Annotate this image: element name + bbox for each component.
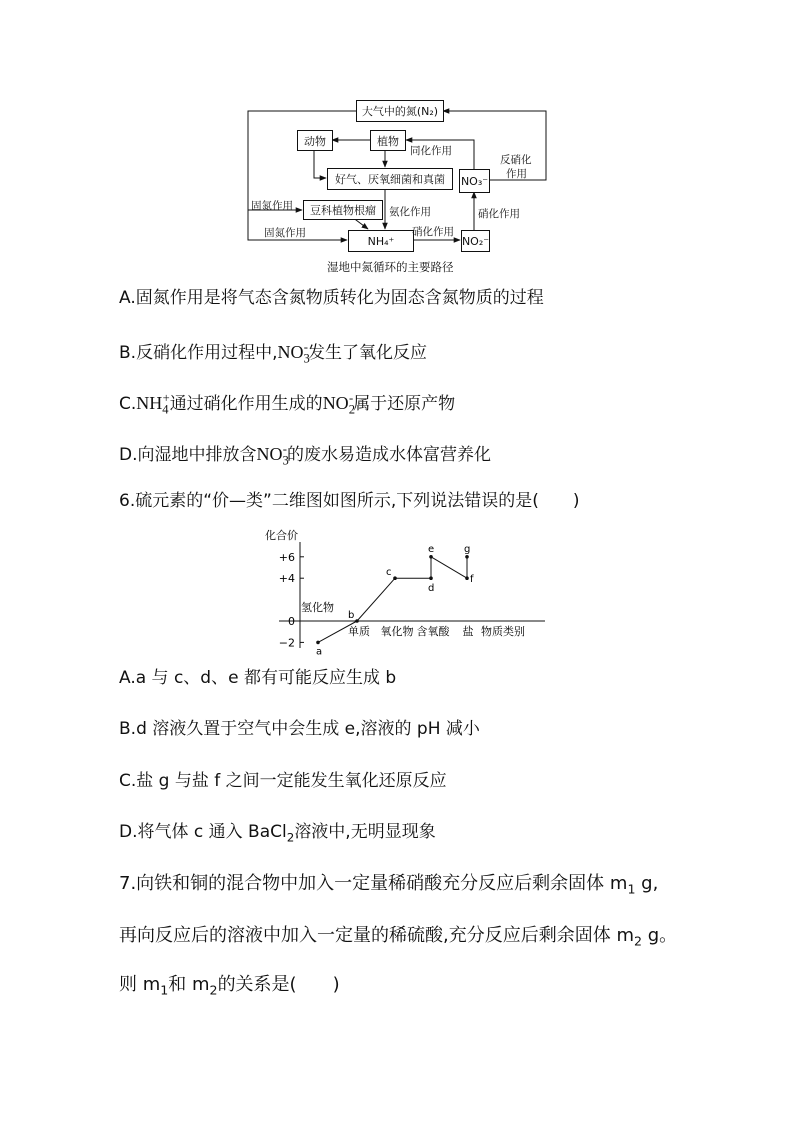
q7-line-1-pre: 7.向铁和铜的混合物中加入一定量稀硝酸充分反应后剩余固体 m bbox=[119, 873, 628, 894]
chart-point-label-c: c bbox=[386, 567, 392, 579]
q7-line-3-pre: 则 m bbox=[119, 974, 161, 995]
chart-point-c bbox=[393, 576, 397, 580]
figure-caption: 湿地中氮循环的主要路径 bbox=[327, 260, 454, 274]
label-nitrification-bottom: 硝化作用 bbox=[412, 226, 454, 238]
q7-line-3-post: 的关系是( ) bbox=[217, 974, 340, 995]
chart-y-tick-label: 0 bbox=[288, 615, 295, 628]
box-nitrite: NO₂⁻ bbox=[461, 230, 490, 252]
chart-segment-bc bbox=[357, 578, 395, 621]
q6-d-text-pre: D.将气体 c 通入 BaCl bbox=[119, 822, 287, 842]
q7-line-2 bbox=[119, 927, 677, 948]
q5-c-formula-1 bbox=[136, 391, 170, 417]
q5-option-c bbox=[119, 392, 455, 416]
sulfur-valence-chart-svg bbox=[255, 522, 555, 657]
box-plant: 植物 bbox=[370, 130, 406, 151]
chart-point-d bbox=[429, 576, 433, 580]
label-denitrification-1: 反硝化 bbox=[500, 154, 532, 166]
chart-y-tick-label: +4 bbox=[278, 572, 295, 586]
chart-point-label-g: g bbox=[464, 543, 471, 555]
chart-category-label: 盐 bbox=[462, 625, 474, 638]
q7-line-2-pre: 再向反应后的溶液中加入一定量的稀硫酸,充分反应后剩余固体 m bbox=[119, 925, 634, 946]
q5-option-d bbox=[119, 443, 491, 467]
q6-option-c: C.盐 g 与盐 f 之间一定能发生氧化还原反应 bbox=[119, 771, 447, 791]
q7-line-1 bbox=[119, 875, 658, 896]
chart-point-label-a: a bbox=[316, 646, 323, 657]
q6-option-b: B.d 溶液久置于空气中会生成 e,溶液的 pH 减小 bbox=[119, 719, 480, 739]
box-nitrate: NO₃⁻ bbox=[459, 169, 490, 193]
q5-d-formula-sub: 3 bbox=[282, 453, 289, 468]
q5-c-formula-1-sub: 4 bbox=[162, 402, 169, 417]
q5-d-formula bbox=[256, 442, 289, 468]
q5-c-formula-2-sup: - bbox=[348, 391, 354, 405]
label-fixation-2: 固氮作用 bbox=[264, 227, 306, 239]
q7-line-2-sub: 2 bbox=[633, 933, 642, 949]
chart-category-label: 含氧酸 bbox=[416, 625, 450, 638]
q7-line-3 bbox=[119, 976, 340, 997]
q6-d-sub: 2 bbox=[286, 830, 295, 845]
chart-point-label-d: d bbox=[428, 583, 435, 595]
q5-d-text-pre: D.向湿地中排放含 bbox=[119, 445, 257, 465]
chart-point-label-f: f bbox=[470, 574, 474, 586]
chart-segment-ef bbox=[431, 557, 467, 578]
box-animal: 动物 bbox=[297, 130, 333, 151]
q5-c-formula-1-sup: + bbox=[162, 391, 170, 405]
chart-y-tick-label: −2 bbox=[278, 636, 295, 650]
q7-line-3-mid: 和 m bbox=[168, 974, 210, 995]
chart-category-label-hydride: 氢化物 bbox=[301, 601, 334, 614]
q5-option-b bbox=[119, 341, 427, 365]
chart-x-axis-label: 物质类别 bbox=[481, 625, 525, 638]
q7-line-2-post: g。 bbox=[642, 925, 678, 946]
q5-b-formula-sup: - bbox=[303, 340, 308, 354]
q6-d-text-post: 溶液中,无明显现象 bbox=[294, 822, 436, 842]
chart-point-f bbox=[465, 576, 469, 580]
q5-d-formula-sup: - bbox=[282, 442, 287, 456]
q6-option-d bbox=[119, 824, 436, 844]
chart-point-g bbox=[465, 555, 469, 559]
q5-c-formula-1-base: NH bbox=[136, 393, 163, 413]
q7-line-3-sub-2: 2 bbox=[209, 982, 218, 998]
chart-category-label: 氧化物 bbox=[380, 625, 414, 638]
q5-b-formula-sub: 3 bbox=[303, 351, 310, 366]
box-root-nodule: 豆科植物根瘤 bbox=[303, 200, 383, 220]
q6-stem: 6.硫元素的“价—类”二维图如图所示,下列说法错误的是( ) bbox=[119, 491, 580, 511]
q5-c-formula-2-base: NO bbox=[322, 393, 349, 413]
q5-b-formula bbox=[277, 340, 310, 366]
q5-c-text-post: 属于还原产物 bbox=[353, 394, 456, 414]
q5-option-a: A.固氮作用是将气态含氮物质转化为固态含氮物质的过程 bbox=[119, 288, 544, 308]
chart-point-label-b: b bbox=[348, 610, 355, 621]
chart-category-label: 单质 bbox=[348, 625, 370, 638]
q5-c-text-pre: C. bbox=[119, 394, 137, 414]
q7-line-3-sub-1: 1 bbox=[160, 982, 169, 998]
q5-c-formula-2-sub: 2 bbox=[348, 402, 355, 417]
q6-option-a: A.a 与 c、d、e 都有可能反应生成 b bbox=[119, 668, 397, 688]
chart-y-axis-label: 化合价 bbox=[265, 529, 298, 542]
q7-line-1-sub: 1 bbox=[627, 881, 636, 897]
q5-b-formula-base: NO bbox=[277, 342, 304, 362]
q5-c-formula-2 bbox=[322, 391, 355, 417]
q5-c-text-mid: 通过硝化作用生成的 bbox=[169, 394, 323, 414]
label-ammonification: 氨化作用 bbox=[389, 206, 431, 218]
chart-y-tick-label: +6 bbox=[278, 550, 295, 564]
q5-d-text-post: 的废水易造成水体富营养化 bbox=[287, 445, 491, 465]
chart-point-label-e: e bbox=[428, 543, 435, 555]
chart-point-a bbox=[316, 641, 320, 645]
q5-b-text-pre: B.反硝化作用过程中, bbox=[119, 343, 278, 363]
label-nitrification-right: 硝化作用 bbox=[478, 208, 520, 220]
chart-point-b bbox=[355, 619, 359, 623]
box-atmospheric-nitrogen: 大气中的氮(N₂) bbox=[356, 100, 444, 122]
label-fixation-1: 固氮作用 bbox=[251, 200, 293, 212]
box-bacteria-fungi: 好气、厌氧细菌和真菌 bbox=[327, 168, 453, 190]
box-ammonium: NH₄⁺ bbox=[348, 230, 414, 252]
q5-b-text-post: 发生了氧化反应 bbox=[307, 343, 427, 363]
q5-d-formula-base: NO bbox=[256, 444, 283, 464]
label-denitrification-2: 作用 bbox=[506, 168, 527, 180]
q7-line-1-post: g, bbox=[635, 873, 659, 894]
label-assimilation: 同化作用 bbox=[410, 145, 452, 157]
chart-point-e bbox=[429, 555, 433, 559]
